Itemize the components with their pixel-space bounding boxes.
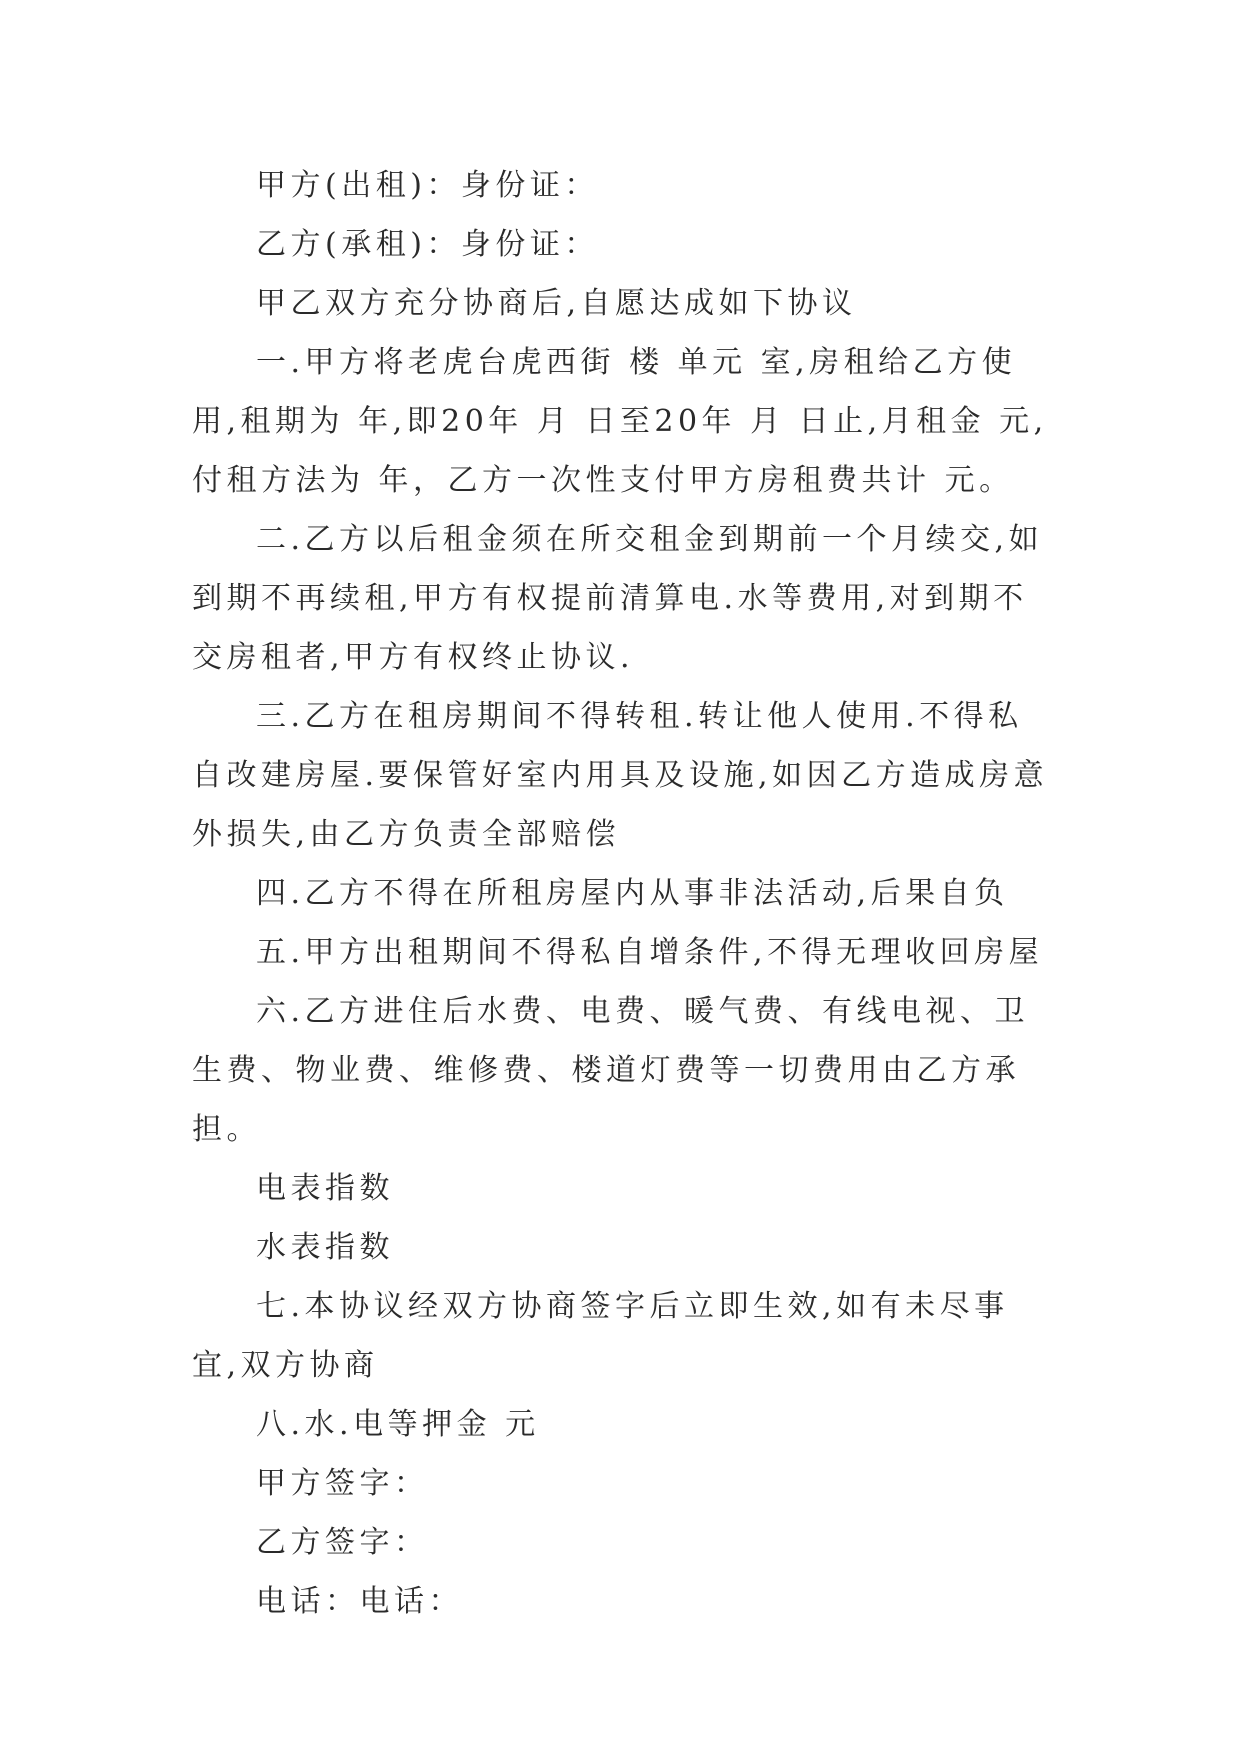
clause-7: 七.本协议经双方协商签字后立即生效,如有未尽事宜,双方协商 xyxy=(192,1289,1009,1383)
agreement-body xyxy=(192,156,1052,1631)
party-b-line: 乙方(承租)：身份证： xyxy=(256,227,599,262)
clause-4: 四.乙方不得在所租房屋内从事非法活动,后果自负 xyxy=(256,876,1009,911)
party-a-signature: 甲方签字： xyxy=(256,1466,429,1501)
electric-meter-line: 电表指数 xyxy=(256,1171,394,1206)
phone-line: 电话：电话： xyxy=(256,1584,463,1619)
party-a-line: 甲方(出租)：身份证： xyxy=(256,168,599,203)
clause-1: 一.甲方将老虎台虎西街 楼 单元 室,房租给乙方使用,租期为 年,即20年 月 日至20年 月 日止,月租金 元,付租方法为 年，乙方一次性支付甲方房租费共计 元。 xyxy=(192,345,1048,498)
clause-2: 二.乙方以后租金须在所交租金到期前一个月续交,如到期不再续租,甲方有权提前清算电.水等费用,对到期不交房租者,甲方有权终止协议. xyxy=(192,522,1044,675)
intro-paragraph: 甲乙双方充分协商后,自愿达成如下协议 xyxy=(256,286,857,321)
clause-3: 三.乙方在租房期间不得转租.转让他人使用.不得私自改建房屋.要保管好室内用具及设施,如因乙方造成房意外损失,由乙方负责全部赔偿 xyxy=(192,699,1049,852)
water-meter-line: 水表指数 xyxy=(256,1230,394,1265)
clause-5: 五.甲方出租期间不得私自增条件,不得无理收回房屋 xyxy=(256,935,1044,970)
party-b-signature: 乙方签字： xyxy=(256,1525,429,1560)
clause-6: 六.乙方进住后水费、电费、暖气费、有线电视、卫生费、物业费、维修费、楼道灯费等一切费用由乙方承担。 xyxy=(192,994,1030,1147)
clause-8: 八.水.电等押金 元 xyxy=(256,1407,540,1442)
